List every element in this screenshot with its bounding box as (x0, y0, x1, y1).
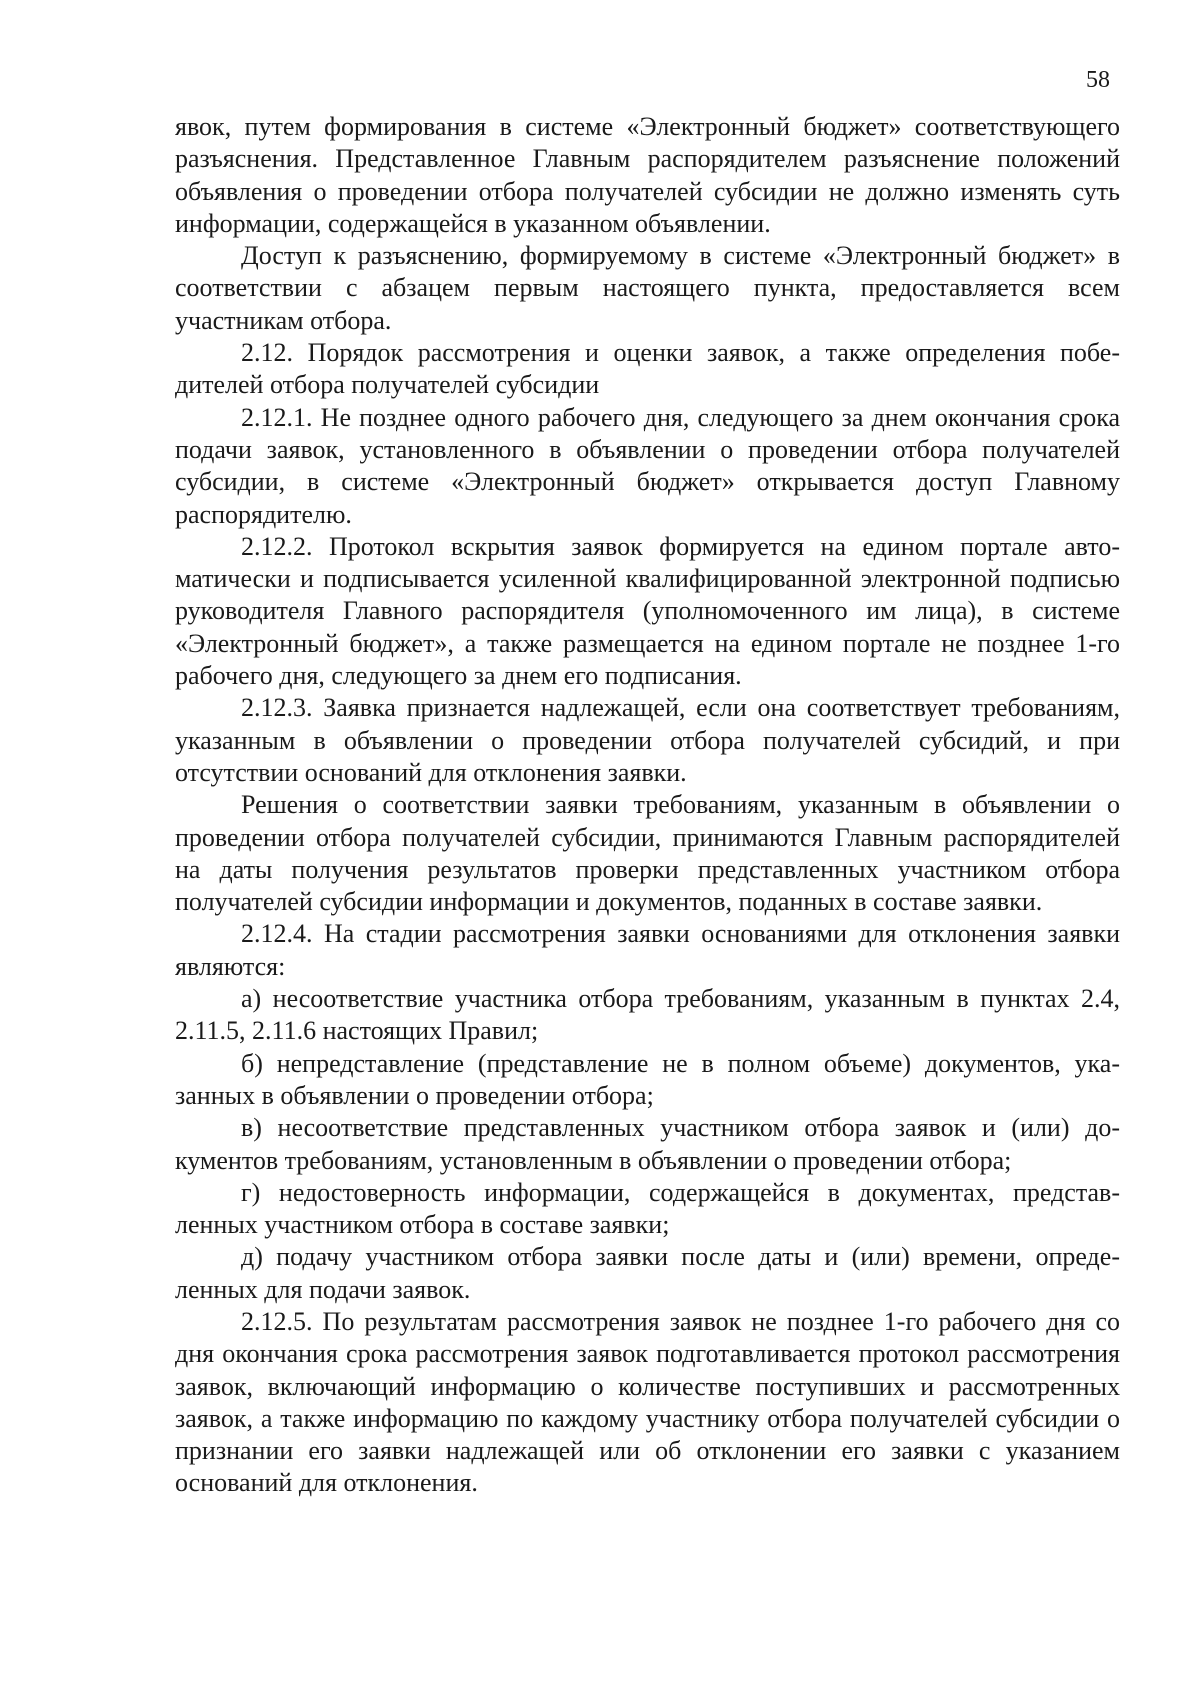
page-number: 58 (1086, 67, 1110, 93)
list-item-v: в) несоответствие представленных участником отбора заявок и (или) документов требованиям, установленным в объявлении о проведении отбора; (175, 1113, 1120, 1175)
clause-2-12-2: 2.12.2. Протокол вскрытия заявок формируется на едином портале автоматически и подписывается усиленной квалифицированной электронной подписью руководителя Главного распорядителя (уполномоченного им лица), в системе «Электронный бюджет», а также размещается на едином портале не позднее 1-го рабочего дня, следующего за днем его подписания. (175, 531, 1120, 691)
clause-2-12-4: 2.12.4. На стадии рассмотрения заявки основаниями для отклонения заявки являются: (175, 919, 1120, 981)
list-item-b: б) непредставление (представление не в полном объеме) документов, указанных в объявлении о проведении отбора; (175, 1048, 1120, 1110)
clause-2-12-5: 2.12.5. По результатам рассмотрения заявок не позднее 1-го рабочего дня со дня окончания срока рассмотрения заявок подготавливается протокол рассмотрения заявок, включающий информацию о количестве поступивших и рассмотренных заявок, а также информацию по каждому участнику отбора получателей субсидии о признании его заявки надлежащей или об отклонении его заявки с указанием оснований для отклонения. (175, 1306, 1120, 1498)
list-item-g: г) недостоверность информации, содержащейся в документах, представленных участником отбора в составе заявки; (175, 1177, 1120, 1240)
document-body (175, 111, 1120, 1500)
paragraph-access-to-clarification: Доступ к разъяснению, формируемому в системе «Электронный бюджет» в соответствии с абзацем первым настоящего пункта, предоставляется всем участникам отбора. (175, 241, 1120, 335)
paragraph-decisions: Решения о соответствии заявки требованиям, указанным в объявлении о проведении отбора получателей субсидии, принимаются Главным распорядителей на даты получения результатов проверки представленных участником отбора получателей субсидии информации и документов, поданных в составе заявки. (175, 790, 1120, 917)
list-item-d: д) подачу участником отбора заявки после даты и (или) времени, определенных для подачи заявок. (175, 1242, 1120, 1304)
paragraph-continuation: явок, путем формирования в системе «Электронный бюджет» соответствующего разъяснения. Представленное Главным распорядителем разъяснение положений объявления о проведении отбора получателей субсидии не должно изменять суть информации, содержащейся в указанном объявлении. (175, 112, 1120, 238)
clause-2-12-1: 2.12.1. Не позднее одного рабочего дня, следующего за днем окончания срока подачи заявок, установленного в объявлении о проведении отбора получателей субсидии, в системе «Электронный бюджет» открывается доступ Главному распорядителю. (175, 402, 1120, 529)
section-heading-2-12: 2.12. Порядок рассмотрения и оценки заявок, а также определения победителей отбора получателей субсидии (175, 338, 1120, 400)
clause-2-12-3: 2.12.3. Заявка признается надлежащей, если она соответствует требованиям, указанным в объявлении о проведении отбора получателей субсидий, и при отсутствии оснований для отклонения заявки. (175, 693, 1120, 787)
list-item-a: а) несоответствие участника отбора требованиям, указанным в пунктах 2.4, 2.11.5, 2.11.6 настоящих Правил; (175, 984, 1120, 1046)
